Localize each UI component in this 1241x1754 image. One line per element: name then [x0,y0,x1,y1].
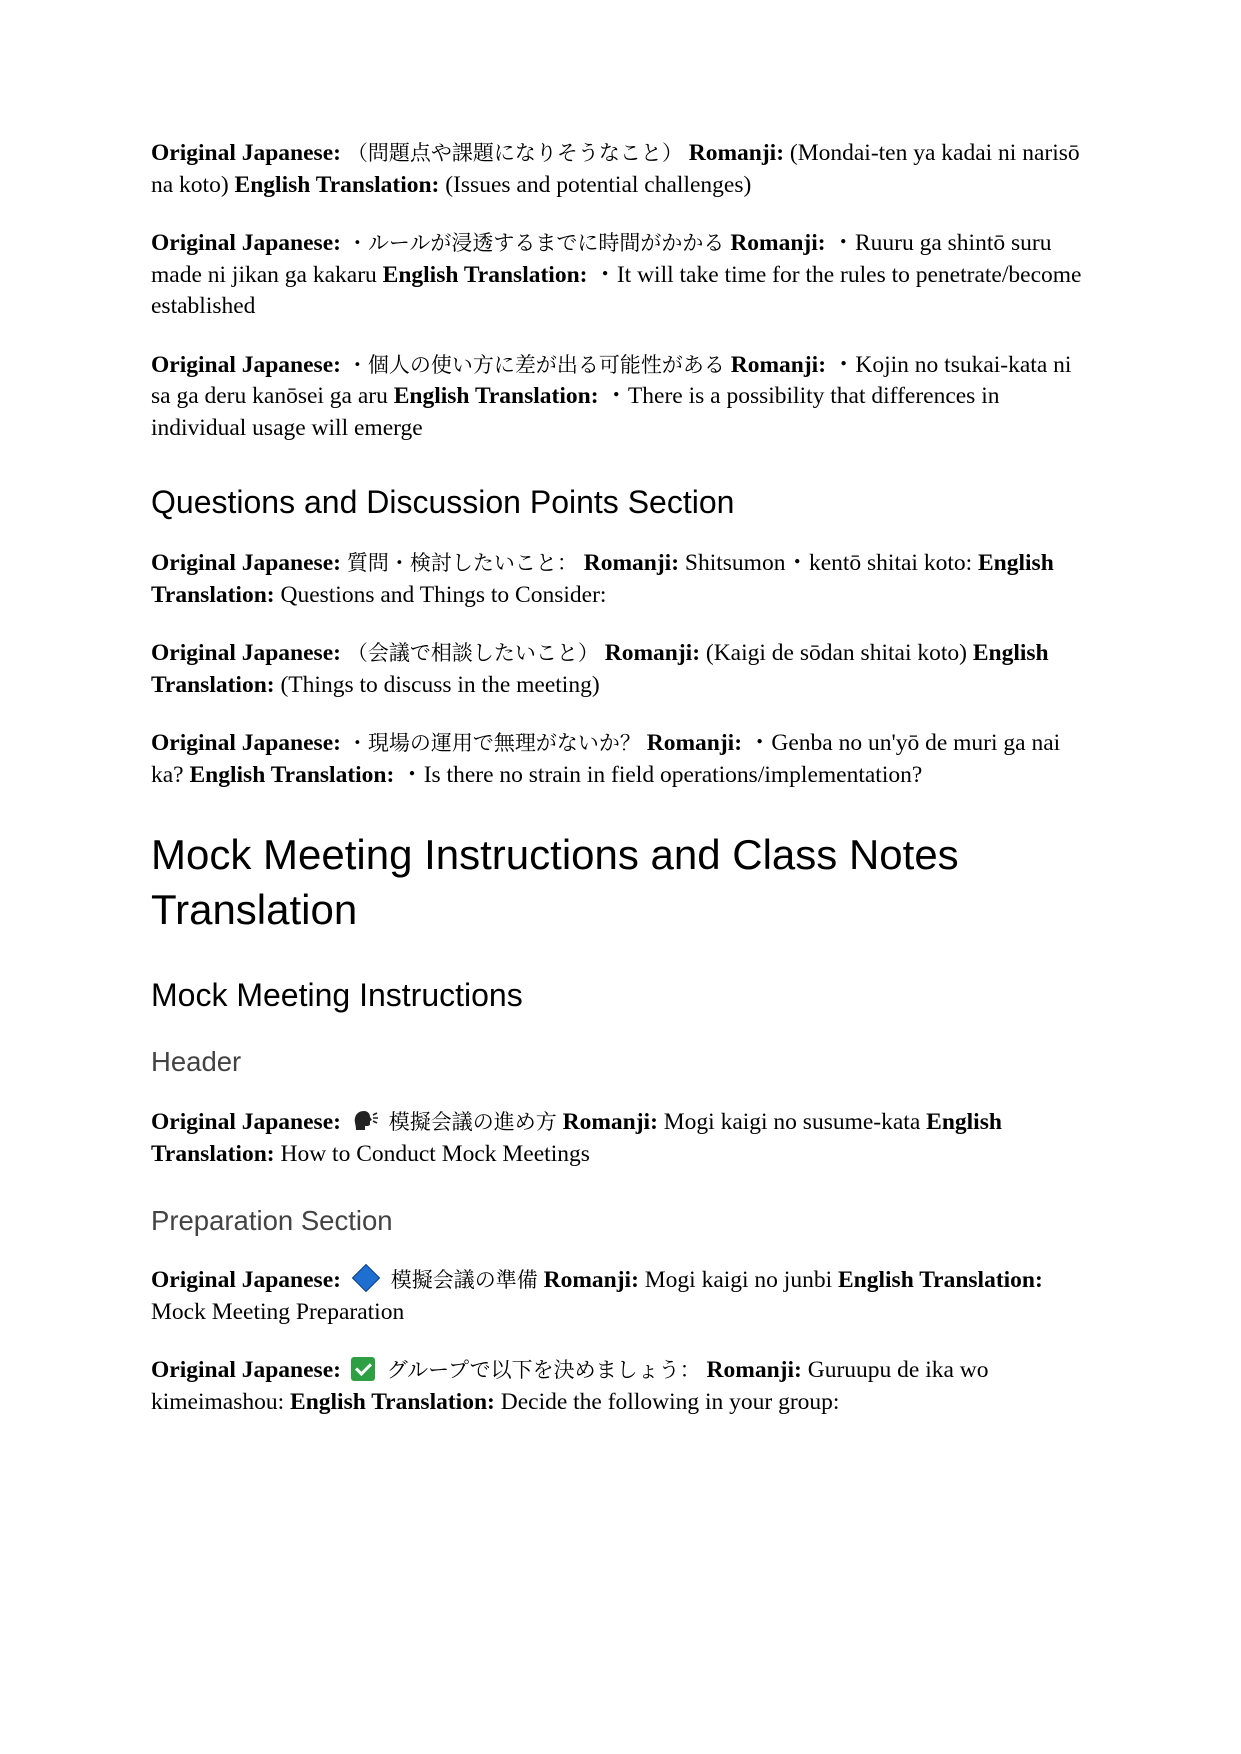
english-text: Decide the following in your group: [500,1388,840,1415]
translation-entry [151,1107,1096,1170]
romanji-text: Mogi kaigi no susume-kata [663,1109,921,1135]
speaking-head-icon [353,1110,379,1132]
original-label: Original Japanese: [151,1109,341,1135]
romanji-label: Romanji: [562,1109,658,1135]
japanese-text: （問題点や課題になりそうなこと） [346,141,683,165]
japanese-text: ・ルールが浸透するまでに時間がかかる [346,231,725,255]
translation-entry [151,350,1096,445]
japanese-text: （会議で相談したいこと） [346,641,599,665]
original-label: Original Japanese: [151,351,341,378]
english-label: English Translation: [234,171,440,198]
original-label: Original Japanese: [151,730,341,756]
heading-header: Header [151,1046,242,1077]
english-label: English Translation: [189,761,395,788]
japanese-text: ・現場の運用で無理がないか？ [346,731,641,755]
english-text: (Issues and potential challenges) [445,171,752,198]
english-label: English Translation: [290,1388,495,1415]
english-label: English Translation: [151,1109,1002,1167]
document-page [151,138,1096,1445]
english-text: Mock Meeting Preparation [151,1298,405,1325]
japanese-text: 模擬会議の準備 [390,1268,538,1292]
romanji-label: Romanji: [646,730,743,756]
japanese-text: 模擬会議の進め方 [388,1110,557,1134]
subsection-heading-instructions: Mock Meeting Instructions [151,977,523,1013]
romanji-text: Mogi kaigi no junbi [644,1267,833,1293]
romanji-text: ・Genba no un'yō de muri ga nai ka? [151,730,1061,788]
english-label: English Translation: [382,261,588,288]
english-label: English Translation: [151,550,1054,608]
translation-entry [151,1355,1096,1418]
english-text: (Things to discuss in the meeting) [280,671,600,698]
translation-entry [151,228,1096,323]
english-text: ・There is a possibility that differences in individual usage will emerge [151,383,1000,441]
original-label: Original Japanese: [151,230,341,256]
romanji-label: Romanji: [583,550,680,576]
english-text: Questions and Things to Consider: [280,581,607,608]
romanji-text: (Mondai-ten ya kadai ni narisō na koto) [151,140,1080,198]
original-label: Original Japanese: [151,140,341,166]
english-text: How to Conduct Mock Meetings [280,1140,590,1167]
original-label: Original Japanese: [151,1267,341,1293]
translation-entry [151,548,1096,611]
translation-entry [151,638,1096,701]
english-label: English Translation: [393,383,599,409]
original-label: Original Japanese: [151,640,341,666]
translation-entry [151,138,1096,201]
japanese-text: ・個人の使い方に差が出る可能性がある [346,352,725,377]
romanji-label: Romanji: [730,230,826,256]
romanji-text: Guruupu de ika wo kimeimashou: [151,1357,989,1415]
heading-preparation: Preparation Section [151,1205,393,1236]
english-text: ・Is there no strain in field operations/implementation? [400,761,923,788]
romanji-text: ・Kojin no tsukai-kata ni sa ga deru kanōsei ga aru [151,351,1072,409]
original-label: Original Japanese: [151,1357,341,1383]
translation-entry [151,728,1096,791]
romanji-text: ・Ruuru ga shintō suru made ni jikan ga kakaru [151,230,1052,288]
original-label: Original Japanese: [151,550,341,576]
romanji-label: Romanji: [730,351,827,378]
romanji-label: Romanji: [706,1357,802,1383]
section-heading-questions: Questions and Discussion Points Section [151,484,735,520]
main-title: Mock Meeting Instructions and Class Notes Translation [151,831,959,933]
english-label: English Translation: [151,640,1049,698]
english-label: English Translation: [838,1267,1043,1293]
romanji-text: (Kaigi de sōdan shitai koto) [705,640,967,666]
romanji-label: Romanji: [604,640,701,666]
translation-entry [151,1265,1096,1328]
japanese-text: 質問・検討したいこと： [346,551,578,575]
romanji-text: Shitsumon・kentō shitai koto: [684,550,973,576]
japanese-text: グループで以下を決めましょう： [386,1358,701,1382]
english-text: ・It will take time for the rules to penetrate/become established [151,261,1082,319]
romanji-label: Romanji: [543,1267,639,1293]
blue-diamond-icon [352,1264,380,1292]
check-mark-icon [351,1357,375,1381]
romanji-label: Romanji: [688,140,785,166]
